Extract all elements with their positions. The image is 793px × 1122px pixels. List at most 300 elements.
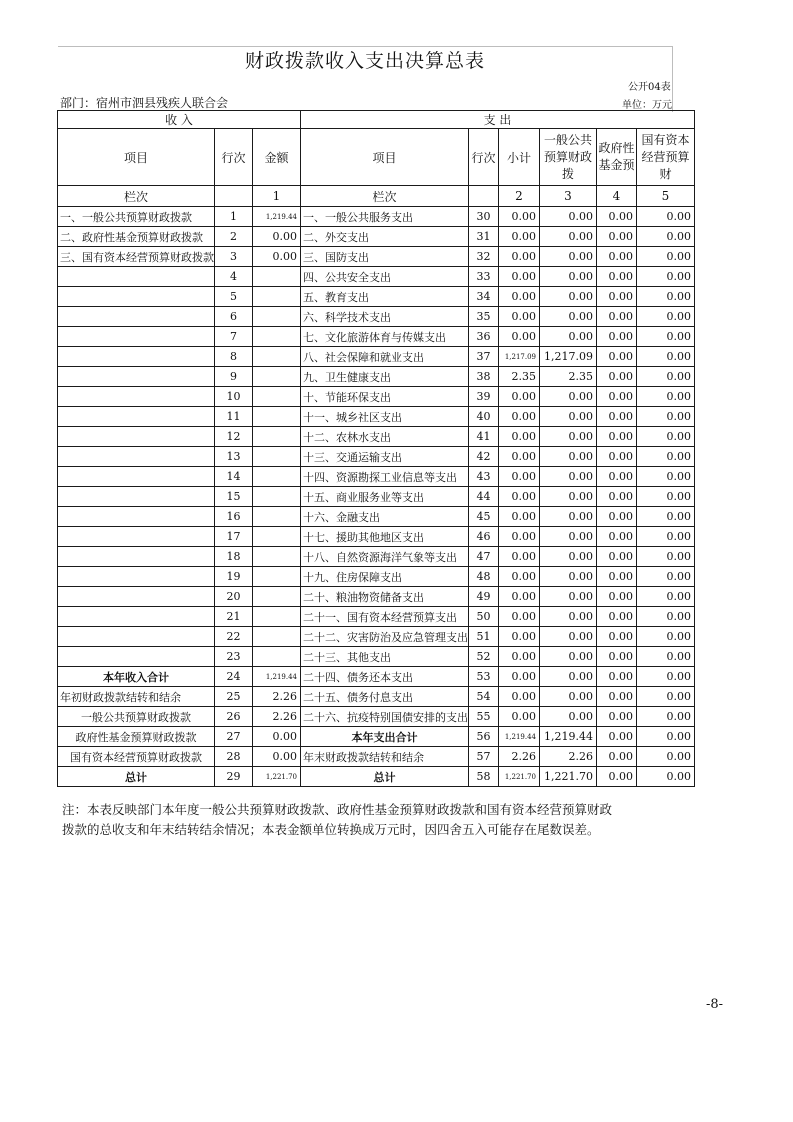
state-capital-cell: 0.00 [637, 667, 695, 687]
gov-fund-cell: 0.00 [597, 347, 637, 367]
general-budget-cell: 1,221.70 [540, 767, 597, 787]
gov-fund-cell: 0.00 [597, 287, 637, 307]
expense-item-cell: 二、外交支出 [301, 227, 469, 247]
table-row [58, 487, 695, 507]
subtotal-cell: 0.00 [499, 507, 540, 527]
income-line-cell: 23 [215, 647, 253, 667]
income-amount-cell: 1,219.44 [253, 207, 301, 227]
expense-item-cell: 十四、资源勘探工业信息等支出 [301, 467, 469, 487]
general-budget-cell: 0.00 [540, 427, 597, 447]
income-line-cell: 1 [215, 207, 253, 227]
expense-line-cell: 39 [469, 387, 499, 407]
state-capital-header: 国有资本经营预算财 [637, 129, 695, 186]
expense-item-header: 项目 [301, 129, 469, 186]
col-number-4: 4 [597, 186, 637, 207]
general-budget-cell: 0.00 [540, 327, 597, 347]
table-row [58, 587, 695, 607]
subtotal-cell: 0.00 [499, 207, 540, 227]
general-budget-cell: 0.00 [540, 587, 597, 607]
subtotal-cell: 0.00 [499, 267, 540, 287]
table-row [58, 707, 695, 727]
expense-item-cell: 十九、住房保障支出 [301, 567, 469, 587]
income-amount-cell: 0.00 [253, 747, 301, 767]
expense-item-cell: 十、节能环保支出 [301, 387, 469, 407]
expense-item-cell: 十六、金融支出 [301, 507, 469, 527]
income-amount-cell [253, 427, 301, 447]
income-line-cell: 21 [215, 607, 253, 627]
general-budget-cell: 0.00 [540, 647, 597, 667]
income-amount-cell [253, 307, 301, 327]
state-capital-cell: 0.00 [637, 247, 695, 267]
state-capital-cell: 0.00 [637, 367, 695, 387]
table-row [58, 467, 695, 487]
state-capital-cell: 0.00 [637, 307, 695, 327]
subtotal-cell: 0.00 [499, 707, 540, 727]
expense-line-cell: 51 [469, 627, 499, 647]
income-amount-cell [253, 447, 301, 467]
table-row [58, 687, 695, 707]
expense-item-cell: 十二、农林水支出 [301, 427, 469, 447]
income-item-cell [58, 447, 215, 467]
income-line-cell: 27 [215, 727, 253, 747]
income-item-cell: 一般公共预算财政拨款 [58, 707, 215, 727]
gov-fund-cell: 0.00 [597, 267, 637, 287]
subtotal-cell: 1,217.09 [499, 347, 540, 367]
state-capital-cell: 0.00 [637, 747, 695, 767]
gov-fund-header: 政府性基金预 [597, 129, 637, 186]
general-budget-cell: 0.00 [540, 467, 597, 487]
income-item-cell [58, 627, 215, 647]
table-row [58, 667, 695, 687]
income-amount-cell [253, 387, 301, 407]
income-amount-cell [253, 287, 301, 307]
state-capital-cell: 0.00 [637, 527, 695, 547]
expense-line-cell: 57 [469, 747, 499, 767]
expense-item-cell: 二十四、债务还本支出 [301, 667, 469, 687]
gov-fund-cell: 0.00 [597, 427, 637, 447]
expense-item-cell: 年末财政拨款结转和结余 [301, 747, 469, 767]
state-capital-cell: 0.00 [637, 547, 695, 567]
expense-item-cell: 二十六、抗疫特别国债安排的支出 [301, 707, 469, 727]
expense-line-cell: 40 [469, 407, 499, 427]
expense-line-cell: 58 [469, 767, 499, 787]
subtotal-cell: 0.00 [499, 387, 540, 407]
state-capital-cell: 0.00 [637, 227, 695, 247]
expense-item-cell: 三、国防支出 [301, 247, 469, 267]
income-item-cell [58, 527, 215, 547]
gov-fund-cell: 0.00 [597, 527, 637, 547]
subtotal-cell: 0.00 [499, 487, 540, 507]
table-row [58, 767, 695, 787]
state-capital-cell: 0.00 [637, 687, 695, 707]
expense-item-cell: 六、科学技术支出 [301, 307, 469, 327]
table-row [58, 627, 695, 647]
gov-fund-cell: 0.00 [597, 247, 637, 267]
general-budget-cell: 0.00 [540, 287, 597, 307]
table-row [58, 547, 695, 567]
income-amount-cell: 0.00 [253, 227, 301, 247]
income-item-cell [58, 347, 215, 367]
general-budget-cell: 0.00 [540, 607, 597, 627]
subtotal-cell: 1,221.70 [499, 767, 540, 787]
gov-fund-cell: 0.00 [597, 547, 637, 567]
income-amount-cell: 2.26 [253, 707, 301, 727]
income-amount-cell [253, 367, 301, 387]
income-line-cell: 10 [215, 387, 253, 407]
income-amount-cell [253, 627, 301, 647]
income-amount-cell [253, 407, 301, 427]
income-item-cell [58, 267, 215, 287]
general-budget-cell: 1,219.44 [540, 727, 597, 747]
expense-item-cell: 九、卫生健康支出 [301, 367, 469, 387]
state-capital-cell: 0.00 [637, 387, 695, 407]
income-amount-cell [253, 487, 301, 507]
title-border [672, 46, 673, 112]
income-item-cell [58, 607, 215, 627]
income-line-cell: 2 [215, 227, 253, 247]
income-amount-header: 金额 [253, 129, 301, 186]
income-line-cell: 14 [215, 467, 253, 487]
income-line-cell: 3 [215, 247, 253, 267]
general-budget-cell: 0.00 [540, 547, 597, 567]
income-line-cell: 28 [215, 747, 253, 767]
income-line-cell: 22 [215, 627, 253, 647]
expense-item-cell: 二十、粮油物资储备支出 [301, 587, 469, 607]
table-row [58, 307, 695, 327]
expense-item-cell: 十三、交通运输支出 [301, 447, 469, 467]
table-row [58, 507, 695, 527]
income-section-label: 收 入 [58, 111, 301, 129]
subtotal-cell: 0.00 [499, 327, 540, 347]
income-amount-cell [253, 587, 301, 607]
gov-fund-cell: 0.00 [597, 587, 637, 607]
income-item-cell: 国有资本经营预算财政拨款 [58, 747, 215, 767]
table-row [58, 207, 695, 227]
income-line-cell: 24 [215, 667, 253, 687]
income-item-cell [58, 567, 215, 587]
table-row [58, 647, 695, 667]
general-budget-cell: 0.00 [540, 507, 597, 527]
state-capital-cell: 0.00 [637, 627, 695, 647]
state-capital-cell: 0.00 [637, 767, 695, 787]
general-budget-cell: 0.00 [540, 307, 597, 327]
gov-fund-cell: 0.00 [597, 727, 637, 747]
income-amount-cell [253, 607, 301, 627]
gov-fund-cell: 0.00 [597, 387, 637, 407]
table-row [58, 287, 695, 307]
subtotal-cell: 0.00 [499, 247, 540, 267]
lanci-label: 栏次 [58, 186, 215, 207]
table-row [58, 327, 695, 347]
income-line-cell: 5 [215, 287, 253, 307]
gov-fund-cell: 0.00 [597, 467, 637, 487]
state-capital-cell: 0.00 [637, 707, 695, 727]
subtotal-cell: 0.00 [499, 407, 540, 427]
income-line-cell: 16 [215, 507, 253, 527]
income-amount-cell [253, 327, 301, 347]
expense-line-cell: 35 [469, 307, 499, 327]
subtotal-cell: 0.00 [499, 567, 540, 587]
general-budget-cell: 0.00 [540, 227, 597, 247]
state-capital-cell: 0.00 [637, 327, 695, 347]
expense-item-cell: 二十一、国有资本经营预算支出 [301, 607, 469, 627]
table-number: 公开04表 [628, 82, 671, 93]
table-row [58, 347, 695, 367]
gov-fund-cell: 0.00 [597, 687, 637, 707]
income-line-cell: 12 [215, 427, 253, 447]
subtotal-cell: 0.00 [499, 307, 540, 327]
expense-line-cell: 37 [469, 347, 499, 367]
state-capital-cell: 0.00 [637, 567, 695, 587]
general-budget-cell: 0.00 [540, 267, 597, 287]
footnote: 注：本表反映部门本年度一般公共预算财政拨款、政府性基金预算财政拨款和国有资本经营预算财政拨款的总收支和年末结转结余情况；本表金额单位转换成万元时，因四舍五入可能存在尾数误差。 [62, 802, 613, 837]
state-capital-cell: 0.00 [637, 467, 695, 487]
income-line-cell: 18 [215, 547, 253, 567]
expense-item-cell: 本年支出合计 [301, 727, 469, 747]
income-item-cell [58, 467, 215, 487]
expense-line-cell: 54 [469, 687, 499, 707]
table-row [58, 427, 695, 447]
income-item-header: 项目 [58, 129, 215, 186]
subtotal-cell: 0.00 [499, 527, 540, 547]
income-amount-cell [253, 347, 301, 367]
income-amount-cell: 2.26 [253, 687, 301, 707]
empty-cell [215, 186, 253, 207]
general-budget-cell: 0.00 [540, 247, 597, 267]
gov-fund-cell: 0.00 [597, 367, 637, 387]
col-number-1: 1 [253, 186, 301, 207]
general-budget-cell: 0.00 [540, 407, 597, 427]
gov-fund-cell: 0.00 [597, 407, 637, 427]
table-row [58, 407, 695, 427]
expense-item-cell: 二十五、债务付息支出 [301, 687, 469, 707]
expense-line-cell: 34 [469, 287, 499, 307]
state-capital-cell: 0.00 [637, 607, 695, 627]
expense-line-cell: 36 [469, 327, 499, 347]
state-capital-cell: 0.00 [637, 507, 695, 527]
expense-line-cell: 46 [469, 527, 499, 547]
income-amount-cell [253, 507, 301, 527]
expense-line-cell: 55 [469, 707, 499, 727]
gov-fund-cell: 0.00 [597, 447, 637, 467]
general-budget-cell: 0.00 [540, 447, 597, 467]
income-line-cell: 4 [215, 267, 253, 287]
income-line-cell: 15 [215, 487, 253, 507]
gov-fund-cell: 0.00 [597, 607, 637, 627]
col-number-5: 5 [637, 186, 695, 207]
state-capital-cell: 0.00 [637, 287, 695, 307]
table-row [58, 727, 695, 747]
expense-item-cell: 四、公共安全支出 [301, 267, 469, 287]
expense-line-cell: 44 [469, 487, 499, 507]
gov-fund-cell: 0.00 [597, 647, 637, 667]
department-label: 部门：宿州市泗县残疾人联合会 [60, 96, 229, 110]
income-item-cell: 三、国有资本经营预算财政拨款 [58, 247, 215, 267]
column-number-row [58, 186, 695, 207]
table-row [58, 227, 695, 247]
page-title: 财政拨款收入支出决算总表 [58, 46, 672, 75]
gov-fund-cell: 0.00 [597, 487, 637, 507]
expense-item-cell: 二十二、灾害防治及应急管理支出 [301, 627, 469, 647]
income-amount-cell [253, 647, 301, 667]
subtotal-cell: 1,219.44 [499, 727, 540, 747]
subtotal-cell: 2.35 [499, 367, 540, 387]
income-amount-cell [253, 547, 301, 567]
expense-line-cell: 52 [469, 647, 499, 667]
lanci-label-expense: 栏次 [301, 186, 469, 207]
income-line-header: 行次 [215, 129, 253, 186]
income-amount-cell: 1,219.44 [253, 667, 301, 687]
general-budget-cell: 0.00 [540, 707, 597, 727]
state-capital-cell: 0.00 [637, 647, 695, 667]
income-item-cell [58, 307, 215, 327]
income-item-cell [58, 367, 215, 387]
general-budget-cell: 1,217.09 [540, 347, 597, 367]
income-line-cell: 26 [215, 707, 253, 727]
subtotal-cell: 0.00 [499, 687, 540, 707]
income-line-cell: 11 [215, 407, 253, 427]
expense-item-cell: 十五、商业服务业等支出 [301, 487, 469, 507]
subtotal-cell: 0.00 [499, 627, 540, 647]
income-item-cell [58, 507, 215, 527]
income-item-cell [58, 587, 215, 607]
income-line-cell: 8 [215, 347, 253, 367]
expense-line-cell: 49 [469, 587, 499, 607]
income-item-cell [58, 287, 215, 307]
expense-line-cell: 45 [469, 507, 499, 527]
income-line-cell: 17 [215, 527, 253, 547]
expense-item-cell: 五、教育支出 [301, 287, 469, 307]
state-capital-cell: 0.00 [637, 587, 695, 607]
state-capital-cell: 0.00 [637, 487, 695, 507]
table-row [58, 247, 695, 267]
general-budget-cell: 0.00 [540, 667, 597, 687]
budget-table [57, 110, 695, 787]
income-item-cell [58, 327, 215, 347]
income-item-cell [58, 387, 215, 407]
expense-item-cell: 十一、城乡社区支出 [301, 407, 469, 427]
gov-fund-cell: 0.00 [597, 507, 637, 527]
income-amount-cell: 1,221.70 [253, 767, 301, 787]
expense-line-cell: 53 [469, 667, 499, 687]
expense-line-cell: 56 [469, 727, 499, 747]
state-capital-cell: 0.00 [637, 347, 695, 367]
state-capital-cell: 0.00 [637, 207, 695, 227]
general-budget-cell: 0.00 [540, 567, 597, 587]
subtotal-cell: 2.26 [499, 747, 540, 767]
income-item-cell: 本年收入合计 [58, 667, 215, 687]
subtotal-header: 小计 [499, 129, 540, 186]
table-row [58, 527, 695, 547]
expense-line-cell: 31 [469, 227, 499, 247]
income-line-cell: 6 [215, 307, 253, 327]
general-budget-cell: 0.00 [540, 207, 597, 227]
income-amount-cell: 0.00 [253, 247, 301, 267]
gov-fund-cell: 0.00 [597, 767, 637, 787]
general-budget-cell: 2.26 [540, 747, 597, 767]
income-item-cell [58, 407, 215, 427]
gov-fund-cell: 0.00 [597, 747, 637, 767]
expense-line-cell: 50 [469, 607, 499, 627]
general-budget-cell: 0.00 [540, 387, 597, 407]
general-budget-cell: 0.00 [540, 527, 597, 547]
expense-line-cell: 48 [469, 567, 499, 587]
table-row [58, 607, 695, 627]
income-line-cell: 29 [215, 767, 253, 787]
expense-line-cell: 42 [469, 447, 499, 467]
expense-item-cell: 二十三、其他支出 [301, 647, 469, 667]
subtotal-cell: 0.00 [499, 427, 540, 447]
gov-fund-cell: 0.00 [597, 307, 637, 327]
income-item-cell [58, 547, 215, 567]
col-number-2: 2 [499, 186, 540, 207]
expense-item-cell: 总计 [301, 767, 469, 787]
state-capital-cell: 0.00 [637, 447, 695, 467]
state-capital-cell: 0.00 [637, 267, 695, 287]
subtotal-cell: 0.00 [499, 447, 540, 467]
table-row [58, 367, 695, 387]
gov-fund-cell: 0.00 [597, 667, 637, 687]
expense-line-header: 行次 [469, 129, 499, 186]
income-line-cell: 20 [215, 587, 253, 607]
expense-line-cell: 33 [469, 267, 499, 287]
general-budget-cell: 0.00 [540, 627, 597, 647]
expense-line-cell: 38 [469, 367, 499, 387]
income-item-cell: 总计 [58, 767, 215, 787]
gov-fund-cell: 0.00 [597, 627, 637, 647]
subtotal-cell: 0.00 [499, 647, 540, 667]
subtotal-cell: 0.00 [499, 667, 540, 687]
expense-line-cell: 41 [469, 427, 499, 447]
expense-item-cell: 十八、自然资源海洋气象等支出 [301, 547, 469, 567]
state-capital-cell: 0.00 [637, 427, 695, 447]
subtotal-cell: 0.00 [499, 587, 540, 607]
income-amount-cell [253, 267, 301, 287]
income-line-cell: 25 [215, 687, 253, 707]
expense-line-cell: 47 [469, 547, 499, 567]
subtotal-cell: 0.00 [499, 547, 540, 567]
col-number-3: 3 [540, 186, 597, 207]
gov-fund-cell: 0.00 [597, 707, 637, 727]
expense-line-cell: 32 [469, 247, 499, 267]
empty-cell [469, 186, 499, 207]
gov-fund-cell: 0.00 [597, 327, 637, 347]
table-row [58, 567, 695, 587]
income-amount-cell [253, 567, 301, 587]
income-item-cell: 年初财政拨款结转和结余 [58, 687, 215, 707]
income-item-cell: 二、政府性基金预算财政拨款 [58, 227, 215, 247]
section-row [58, 111, 695, 129]
table-row [58, 387, 695, 407]
table-row [58, 447, 695, 467]
general-budget-cell: 0.00 [540, 687, 597, 707]
expense-section-label: 支 出 [301, 111, 695, 129]
income-line-cell: 9 [215, 367, 253, 387]
income-item-cell [58, 647, 215, 667]
expense-line-cell: 30 [469, 207, 499, 227]
general-budget-cell: 0.00 [540, 487, 597, 507]
state-capital-cell: 0.00 [637, 727, 695, 747]
expense-item-cell: 十七、援助其他地区支出 [301, 527, 469, 547]
gov-fund-cell: 0.00 [597, 567, 637, 587]
table-row [58, 267, 695, 287]
income-amount-cell: 0.00 [253, 727, 301, 747]
general-budget-header: 一般公共预算财政拨 [540, 129, 597, 186]
income-line-cell: 7 [215, 327, 253, 347]
income-item-cell [58, 427, 215, 447]
gov-fund-cell: 0.00 [597, 227, 637, 247]
expense-item-cell: 八、社会保障和就业支出 [301, 347, 469, 367]
